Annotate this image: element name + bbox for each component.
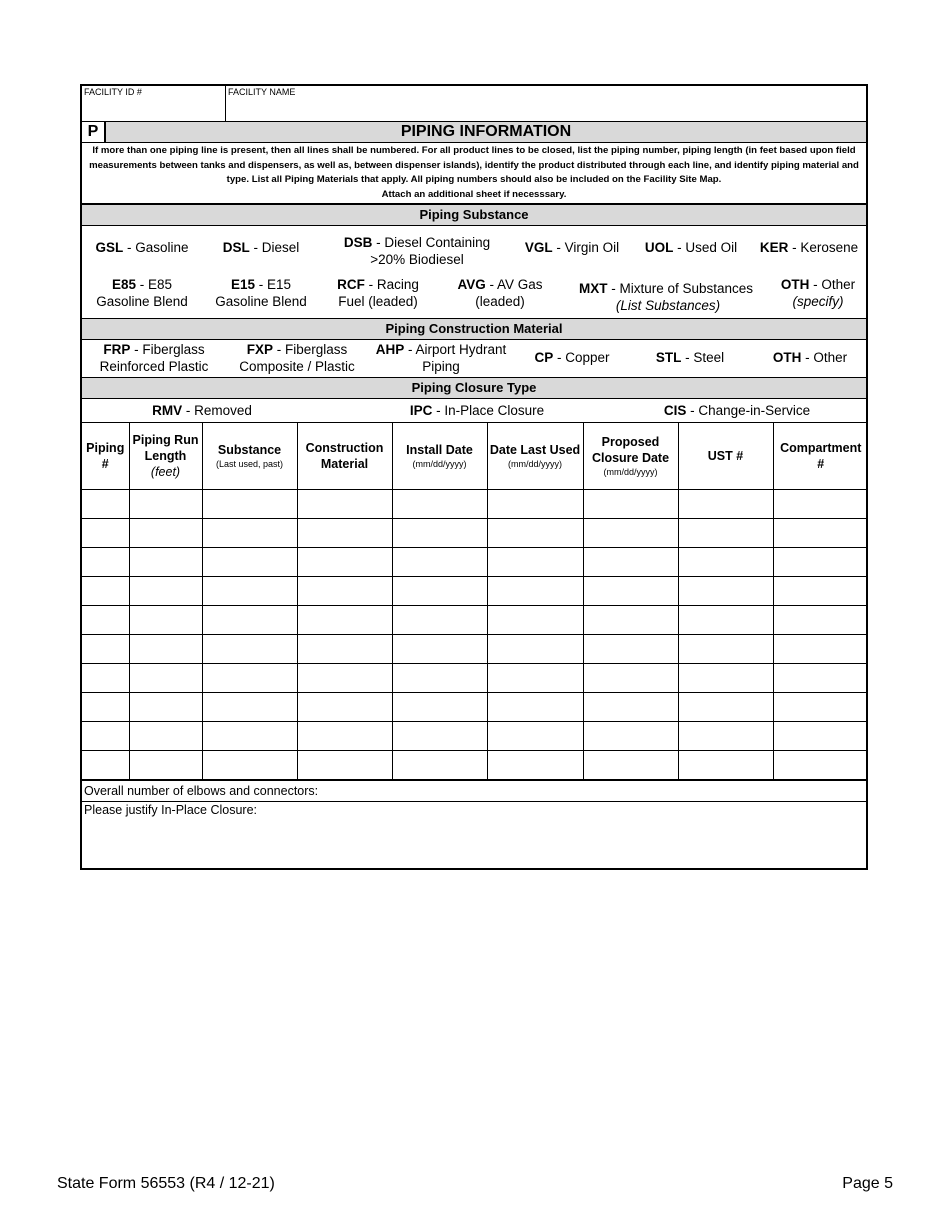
piping-information-form <box>80 84 868 870</box>
table-cell-input[interactable] <box>82 692 129 721</box>
table-cell-input[interactable] <box>583 605 678 634</box>
table-cell-input[interactable] <box>678 518 773 547</box>
table-cell-input[interactable] <box>678 721 773 750</box>
option-rmv[interactable]: RMV - Removed <box>152 403 252 418</box>
justify-in-place-label: Please justify In-Place Closure: <box>84 802 257 817</box>
table-cell-input[interactable] <box>773 489 868 518</box>
table-row <box>82 518 868 547</box>
table-cell-input[interactable] <box>392 721 487 750</box>
table-cell-input[interactable] <box>129 750 202 779</box>
table-cell-input[interactable] <box>202 576 297 605</box>
table-cell-input[interactable] <box>392 634 487 663</box>
table-cell-input[interactable] <box>487 518 583 547</box>
option-frp[interactable]: FRP - Fiberglass Reinforced Plastic <box>99 342 209 374</box>
page-number: Page 5 <box>842 1175 893 1192</box>
table-cell-input[interactable] <box>392 605 487 634</box>
option-dsl[interactable]: DSL - Diesel <box>222 240 300 255</box>
option-ahp[interactable]: AHP - Airport Hydrant Piping <box>375 342 507 374</box>
table-cell-input[interactable] <box>392 576 487 605</box>
table-cell-input[interactable] <box>583 750 678 779</box>
option-ipc[interactable]: IPC - In-Place Closure <box>409 403 545 418</box>
table-cell-input[interactable] <box>678 663 773 692</box>
table-cell-input[interactable] <box>297 489 392 518</box>
option-stl[interactable]: STL - Steel <box>655 350 725 365</box>
table-cell-input[interactable] <box>583 547 678 576</box>
table-cell-input[interactable] <box>202 692 297 721</box>
instructions-text: If more than one piping line is present, then all lines shall be numbered. For all product lines to be closed, list the piping number, piping length (in feet based upon field measurements between tanks and dispensers, as well as, between dispenser islands), identify the product distributed through each line, and identify piping material and type. List all Piping Materials that apply. All piping numbers should also be included on the Facility Site Map. <box>89 145 859 185</box>
column-header: UST # <box>678 423 773 489</box>
table-row <box>82 605 868 634</box>
option-uol[interactable]: UOL - Used Oil <box>644 240 738 255</box>
table-row <box>82 634 868 663</box>
option-ker[interactable]: KER - Kerosene <box>759 240 859 255</box>
form-id: State Form 56553 (R4 / 12-21) <box>57 1175 275 1192</box>
table-cell-input[interactable] <box>129 692 202 721</box>
closure-type-title: Piping Closure Type <box>411 380 537 395</box>
column-header: Piping Run Length (feet) <box>129 423 202 489</box>
closure-type-options <box>82 399 866 423</box>
table-row <box>82 692 868 721</box>
table-cell-input[interactable] <box>202 489 297 518</box>
table-row <box>82 547 868 576</box>
table-cell-input[interactable] <box>487 634 583 663</box>
table-cell-input[interactable] <box>82 721 129 750</box>
table-cell-input[interactable] <box>678 605 773 634</box>
section-letter: P <box>82 122 106 142</box>
option-e85[interactable]: E85 - E85 Gasoline Blend <box>96 277 188 309</box>
table-cell-input[interactable] <box>82 634 129 663</box>
table-cell-input[interactable] <box>583 489 678 518</box>
table-cell-input[interactable] <box>773 605 868 634</box>
table-cell-input[interactable] <box>82 489 129 518</box>
table-cell-input[interactable] <box>202 518 297 547</box>
table-cell-input[interactable] <box>678 634 773 663</box>
table-row <box>82 721 868 750</box>
facility-id-field[interactable] <box>82 86 226 121</box>
table-cell-input[interactable] <box>297 576 392 605</box>
table-cell-input[interactable] <box>773 518 868 547</box>
column-header: Compartment # <box>773 423 868 489</box>
option-cis[interactable]: CIS - Change-in-Service <box>663 403 811 418</box>
column-header: Substance (Last used, past) <box>202 423 297 489</box>
table-cell-input[interactable] <box>202 663 297 692</box>
construction-material-header <box>82 319 866 340</box>
instructions-block <box>82 143 866 205</box>
section-title: PIPING INFORMATION <box>400 123 572 140</box>
table-cell-input[interactable] <box>297 692 392 721</box>
table-cell-input[interactable] <box>678 692 773 721</box>
option-e15[interactable]: E15 - E15 Gasoline Blend <box>215 277 307 309</box>
table-cell-input[interactable] <box>583 576 678 605</box>
table-cell-input[interactable] <box>82 605 129 634</box>
column-header: Construction Material <box>297 423 392 489</box>
table-cell-input[interactable] <box>487 605 583 634</box>
column-header: Piping # <box>82 423 129 489</box>
option-dsb[interactable]: DSB - Diesel Containing >20% Biodiesel <box>343 235 491 267</box>
table-cell-input[interactable] <box>82 547 129 576</box>
table-cell-input[interactable] <box>583 518 678 547</box>
table-cell-input[interactable] <box>392 692 487 721</box>
table-row <box>82 750 868 779</box>
table-cell-input[interactable] <box>392 663 487 692</box>
table-cell-input[interactable] <box>487 663 583 692</box>
option-gsl[interactable]: GSL - Gasoline <box>95 240 189 255</box>
section-title-bar <box>82 122 866 143</box>
table-cell-input[interactable] <box>487 576 583 605</box>
table-cell-input[interactable] <box>129 576 202 605</box>
piping-substance-options <box>82 226 866 319</box>
table-cell-input[interactable] <box>297 605 392 634</box>
table-cell-input[interactable] <box>678 576 773 605</box>
table-cell-input[interactable] <box>392 750 487 779</box>
piping-substance-title: Piping Substance <box>419 207 529 222</box>
piping-substance-header <box>82 205 866 226</box>
table-cell-input[interactable] <box>392 518 487 547</box>
table-cell-input[interactable] <box>392 489 487 518</box>
table-cell-input[interactable] <box>129 721 202 750</box>
table-cell-input[interactable] <box>129 634 202 663</box>
option-cp[interactable]: CP - Copper <box>534 350 610 365</box>
elbows-connectors-field[interactable] <box>82 780 866 802</box>
construction-material-title: Piping Construction Material <box>385 321 563 336</box>
option-fxp[interactable]: FXP - Fiberglass Composite / Plastic <box>239 342 355 374</box>
table-cell-input[interactable] <box>202 605 297 634</box>
table-cell-input[interactable] <box>297 721 392 750</box>
table-cell-input[interactable] <box>583 721 678 750</box>
table-cell-input[interactable] <box>583 634 678 663</box>
table-cell-input[interactable] <box>487 489 583 518</box>
table-cell-input[interactable] <box>773 576 868 605</box>
table-cell-input[interactable] <box>678 489 773 518</box>
table-cell-input[interactable] <box>773 663 868 692</box>
option-avg[interactable]: AVG - AV Gas (leaded) <box>457 277 543 309</box>
table-cell-input[interactable] <box>487 692 583 721</box>
facility-name-field[interactable] <box>226 86 866 121</box>
table-cell-input[interactable] <box>297 750 392 779</box>
facility-header-row <box>82 86 866 122</box>
closure-type-header <box>82 378 866 399</box>
table-cell-input[interactable] <box>297 518 392 547</box>
option-rcf[interactable]: RCF - Racing Fuel (leaded) <box>337 277 419 309</box>
table-cell-input[interactable] <box>82 663 129 692</box>
table-cell-input[interactable] <box>583 692 678 721</box>
column-header: Date Last Used (mm/dd/yyyy) <box>487 423 583 489</box>
table-cell-input[interactable] <box>583 663 678 692</box>
elbows-connectors-label: Overall number of elbows and connectors: <box>84 783 319 798</box>
table-cell-input[interactable] <box>487 547 583 576</box>
option-oth-substance[interactable]: OTH - Other (specify) <box>780 277 856 309</box>
instructions-last-line: Attach an additional sheet if necesssary. <box>381 188 567 200</box>
piping-table <box>82 423 868 780</box>
table-cell-input[interactable] <box>129 547 202 576</box>
option-vgl[interactable]: VGL - Virgin Oil <box>524 240 620 255</box>
table-cell-input[interactable] <box>129 518 202 547</box>
table-cell-input[interactable] <box>297 547 392 576</box>
table-cell-input[interactable] <box>773 721 868 750</box>
table-cell-input[interactable] <box>678 547 773 576</box>
justify-in-place-field[interactable] <box>82 802 866 868</box>
table-cell-input[interactable] <box>82 750 129 779</box>
table-row <box>82 663 868 692</box>
table-cell-input[interactable] <box>773 634 868 663</box>
table-row <box>82 576 868 605</box>
table-cell-input[interactable] <box>202 750 297 779</box>
table-cell-input[interactable] <box>773 750 868 779</box>
table-cell-input[interactable] <box>202 547 297 576</box>
table-header-row <box>82 423 868 489</box>
table-cell-input[interactable] <box>392 547 487 576</box>
table-cell-input[interactable] <box>297 634 392 663</box>
table-cell-input[interactable] <box>82 518 129 547</box>
table-cell-input[interactable] <box>487 750 583 779</box>
table-cell-input[interactable] <box>129 663 202 692</box>
column-header: Install Date (mm/dd/yyyy) <box>392 423 487 489</box>
table-cell-input[interactable] <box>773 547 868 576</box>
table-cell-input[interactable] <box>129 489 202 518</box>
option-mxt[interactable]: MXT - Mixture of Substances (List Substances) <box>578 281 754 313</box>
facility-name-label: FACILITY NAME <box>228 87 296 97</box>
facility-id-label: FACILITY ID # <box>84 87 142 97</box>
table-cell-input[interactable] <box>773 692 868 721</box>
table-cell-input[interactable] <box>678 750 773 779</box>
table-cell-input[interactable] <box>487 721 583 750</box>
column-header: Proposed Closure Date (mm/dd/yyyy) <box>583 423 678 489</box>
table-cell-input[interactable] <box>202 721 297 750</box>
construction-material-options <box>82 340 866 378</box>
table-cell-input[interactable] <box>129 605 202 634</box>
table-row <box>82 489 868 518</box>
table-cell-input[interactable] <box>82 576 129 605</box>
table-cell-input[interactable] <box>202 634 297 663</box>
table-cell-input[interactable] <box>297 663 392 692</box>
option-oth-material[interactable]: OTH - Other <box>772 350 848 365</box>
